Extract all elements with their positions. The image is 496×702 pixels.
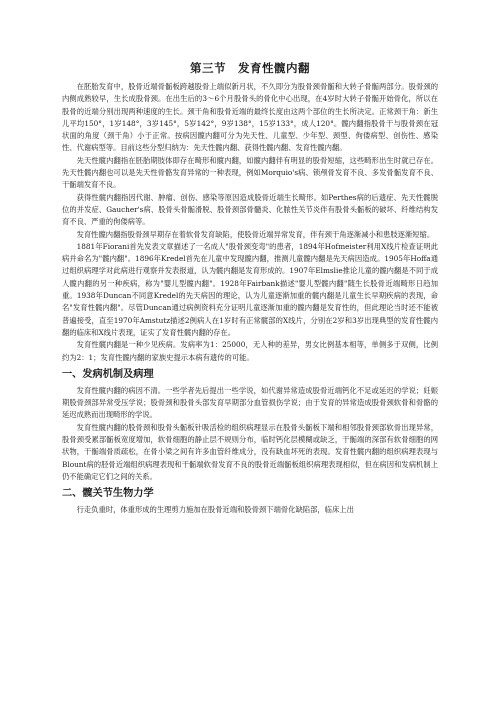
intro-paragraph-6: 发育性髋内翻是一种少见疾病。发病率为1：25000，无人种的差异，男女比例基本相等，单侧多于双侧，比例约为2：1；发育性髋内翻的家族史提示本病有遗传的可能。 [62,340,438,362]
intro-paragraph-3: 获得性髋内翻指因代谢、肿瘤、创伤、感染等原因造成股骨近端生长畸形。如Perthes病的后遗症、先天性髋脱位的并发症、Gaucher's病、股骨头骨骺滑脱、股骨颈部骨髓炎、化脓性关节炎伴有股骨头骺板的破坏、纤维结构发育不良、严重的佝偻病等。 [62,192,438,227]
intro-paragraph-2: 先天性髋内翻指在胚胎期肢体即存在畸形和髋内翻，如髋内翻伴有明显的股骨短缩，这些畸形出生时就已存在。先天性髋内翻也可以是先天性骨骼发育异常的一种表现，例如Morquio's病、锁颅骨发育不良、多发骨骺发育不良、干骺端发育不良。 [62,155,438,190]
document-page [62,60,438,517]
intro-paragraph-4: 发育性髋内翻指股骨颈早期存在着软骨发育缺陷，使股骨近端异常发育，伴有颈干角逐渐减小和患肢逐渐短缩。 [76,229,435,239]
intro-paragraph-1: 在胚胎发育中，股骨近端骨骺板跨越股骨上端似新月状，不久即分为股骨颈骨骺和大转子骨骺两部分。股骨颈的内侧成熟较早，生长成股骨颈。在出生后的3～6个月股骨头的骨化中心出现，在4岁时大转子骨骺开始骨化，所以在股骨的近端分别出现两种速度的生长。颈干角和股骨近端的最终长度由这两个部位的生长所决定。正常颈干角：新生儿平均150°，1岁148°，3岁145°，5岁142°，9岁138°，15岁133°，成人120°。髋内翻指股骨干与股骨颈在冠状面的角度（颈干角）小于正常。按病因髋内翻可分为先天性、儿童型、少年型、颈型、佝偻病型、创伤性、感染性、代谢病型等。目前这些分型归纳为：先天性髋内翻、获得性髋内翻、发育性髋内翻。 [62,82,438,153]
section-one-heading: 一、发病机制及病理 [62,368,154,380]
section-two-paragraph-1: 行走负重时，体重形成的生理剪力施加在股骨近端和股骨颈下端骨化缺陷部，临床上出 [76,505,354,515]
section-title: 第三节 发育性髋内翻 [190,61,310,75]
intro-paragraph-5: 1881年Fiorani首先发表文章描述了一名成人"股骨颈变弯"的患者，1894年Hofmeister利用X线片检查证明此病并命名为"髋内翻"。1896年Kredel首先在儿童中发现髋内翻，推测儿童髋内翻是先天病因造成。1905年Hoffa通过组织病理学对此病进行观察并发表报道，认为髋内翻是发育形成的。1907年Elmslie推论儿童的髋内翻是不同于成人髋内翻的另一种疾病，称为"婴儿型髋内翻"。1928年Fairbank描述"婴儿型髋内翻"随生长股骨近端畸形日趋加重。1938年Duncan不同意Kredel的先天病因的理论，认为儿童逐渐加重的髋内翻是儿童生长早期疾病的表现，命名"发育性髋内翻"。尽管Duncan通过病例资料充分证明儿童逐渐加重的髋内翻是发育性的，但此理论当时还不能被普遍接受，直至1970年Amstutz描述2例病人在1岁时有正常髋部的X线片，分别在2岁和3岁出现典型的发育性髋内翻的临床和X线片表现，证实了发育性髋内翻的存在。 [62,241,438,337]
section-one-paragraph-2: 发育性髋内翻的股骨颈和股骨头骺板针吸活检的组织病理显示在股骨头骺板下端和相邻股骨颈部软骨出现异常，股骨颈受累部骺板宽度增加，软骨细胞的静止层不规则分布，临时钙化层模糊或缺乏，干骺端的深部有软骨细胞的网状物，干骺端骨质疏松，在骨小梁之间有许多血管纤维成分，没有缺血坏死的表现。发育性髋内翻的组织病理表现与Blount病的胫骨近端组织病理表现和干骺端软骨发育不良的股骨近端骺板组织病理表现相似，但在病因和发病机制上仍不能确定它们之间的关系。 [62,422,438,481]
section-one-paragraph-1: 发育性髋内翻的病因不清。一些学者先后提出一些学说，如代谢异常造成股骨近端钙化不足或延迟的学说；妊娠期股骨颈部异常受压学说；股骨颈和股骨头部发育早期部分血管损伤学说；由于发育的异常造成股骨颈软骨和骨骼的延迟成熟而出现畸形的学说。 [62,385,438,420]
section-two-heading: 二、髋关节生物力学 [62,488,154,500]
